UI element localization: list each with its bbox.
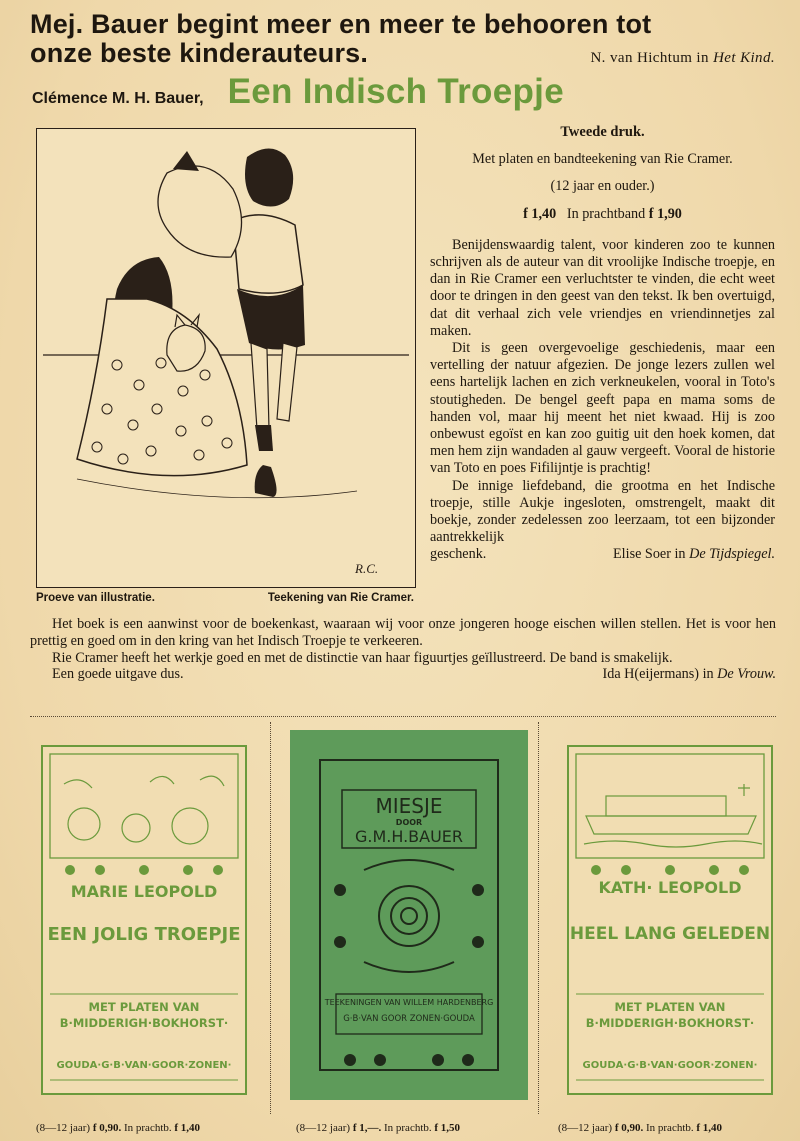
headline-source: N. van Hichtum in Het Kind. — [590, 50, 775, 66]
review2 — [30, 616, 776, 683]
book-details — [430, 124, 775, 564]
divider — [538, 722, 539, 1114]
cover-title: EEN JOLIG TROEPJE — [47, 924, 241, 945]
review1-paragraph: Dit is geen overgevoelige geschiedenis, maar een vertelling der natuur afgezien. De jonge lezers zullen wel eens hartelijk lachen en zich verkneukelen, vooral in Toto's stoutigheden. De bengel geeft papa en mama soms de handen vol, maar hij meent het niet kwaad. Hij is zoo onbewust egoïst en kan zoo guitig uit den hoek komen, dat men hem zijn wandaden al gauw vergeeft. Vooral de historie van Toto en poes Fifilijntje is prachtig! — [430, 340, 775, 477]
cover-title: MIESJE — [375, 794, 443, 818]
review2-paragraph: Rie Cramer heeft het werkje goed en met de distinctie van haar figuurtjes geïllustreerd. De band is smakelijk. — [52, 649, 673, 666]
cover-frame — [40, 744, 248, 1096]
review2-paragraph: Een goede uitgave dus. — [52, 666, 184, 683]
review1-paragraph: De innige liefdeband, die grootma en het Indische troepje, stille Aukje ingesloten, omstrengelt, maakt dit boekje, zonder zedelessen zoo leerzaam, tot een bijzonder aantrekkelijk — [430, 477, 775, 546]
review1-source-line — [430, 546, 775, 563]
cover-price-line: (8—12 jaar) f 0,90. In prachtb. f 1,40 — [558, 1122, 723, 1134]
review2-journal: De Vrouw. — [717, 666, 776, 683]
headline-quote — [30, 10, 775, 73]
price-line — [430, 206, 775, 223]
cover-door: DOOR — [395, 818, 423, 827]
review2-paragraph: Het boek is een aanwinst voor de boekenkast, waaraan wij voor onze jongeren hooge eischen willen stellen. Het is voor hen prettig en goed om in den kring van het Indisch Troepje te verkeeren. — [30, 616, 776, 649]
illustration-frame — [36, 128, 416, 588]
headline-journal: Het Kind. — [713, 50, 775, 66]
children-with-cat-illustration — [37, 129, 415, 587]
cover-een-jolig-troepje — [40, 744, 248, 1096]
review1-journal: De Tijdspiegel. — [689, 546, 775, 563]
price-deluxe-label: In prachtband — [566, 205, 646, 222]
cover-plates: MET PLATEN VAN — [88, 1000, 200, 1014]
cover-illustrator: B·MIDDERIGH·BOKHORST· — [59, 1016, 229, 1030]
caption-right: Teekening van Rie Cramer. — [267, 592, 414, 604]
cover-heel-lang-geleden — [566, 744, 774, 1096]
price: f 1,40 — [523, 205, 557, 222]
book-author: Clémence M. H. Bauer, — [32, 90, 204, 107]
cover-illustrator: TEEKENINGEN VAN WILLEM HARDENBERG — [324, 998, 494, 1007]
cover-publisher: GOUDA·G·B·VAN·GOOR·ZONEN· — [582, 1060, 758, 1071]
cover-miesje — [290, 730, 528, 1100]
caption-left: Proeve van illustratie. — [36, 592, 155, 604]
book-title: Een Indisch Troepje — [227, 72, 564, 111]
illustrator-signature: R.C. — [355, 561, 379, 576]
cover-author: MARIE LEOPOLD — [70, 882, 218, 901]
price-deluxe: f 1,90 — [648, 205, 682, 222]
book-heading — [30, 72, 775, 112]
cover-publisher: GOUDA·G·B·VAN·GOOR·ZONEN· — [56, 1060, 232, 1071]
review1-last-word: geschenk. — [430, 546, 487, 563]
headline-line-2: onze beste kinderauteurs. — [30, 38, 369, 68]
age-range: (12 jaar en ouder.) — [550, 178, 655, 195]
divider — [30, 716, 776, 718]
illustration-caption — [36, 592, 414, 604]
cover-publisher: G·B·VAN GOOR ZONEN·GOUDA — [343, 1014, 475, 1024]
review1-paragraph: Benijdenswaardig talent, voor kinderen zoo te kunnen schrijven als de auteur van dit vroolijke Indische troepje, en dan in Rie Cramer een verluchtster te vinden, die echt weet door te dringen in den geest van den tekst. Ik ben overtuigd, dat dit verhaal zich vele vriendjes en vriendinnetjes zal maken. — [430, 236, 775, 339]
plates-credit: Met platen en bandteekening van Rie Cramer. — [472, 151, 733, 168]
review1-source: Elise Soer in — [613, 546, 686, 563]
cover-price-line: (8—12 jaar) f 1,—. In prachtb. f 1,50 — [296, 1122, 461, 1134]
cover-author: KATH· LEOPOLD — [598, 878, 742, 897]
cover-illustrator: B·MIDDERIGH·BOKHORST· — [585, 1016, 755, 1030]
cover-title: HEEL LANG GELEDEN — [569, 924, 771, 944]
cover-frame — [290, 730, 528, 1100]
headline-line-1: Mej. Bauer begint meer en meer te behooren tot — [30, 9, 652, 39]
edition: Tweede druk. — [560, 124, 645, 140]
cover-price-line: (8—12 jaar) f 0,90. In prachtb. f 1,40 — [36, 1122, 201, 1134]
review2-source: Ida H(eijermans) in — [602, 666, 714, 683]
divider — [270, 722, 271, 1114]
cover-frame — [566, 744, 774, 1096]
cover-plates: MET PLATEN VAN — [614, 1000, 726, 1014]
cover-author: G.M.H.BAUER — [354, 827, 464, 846]
